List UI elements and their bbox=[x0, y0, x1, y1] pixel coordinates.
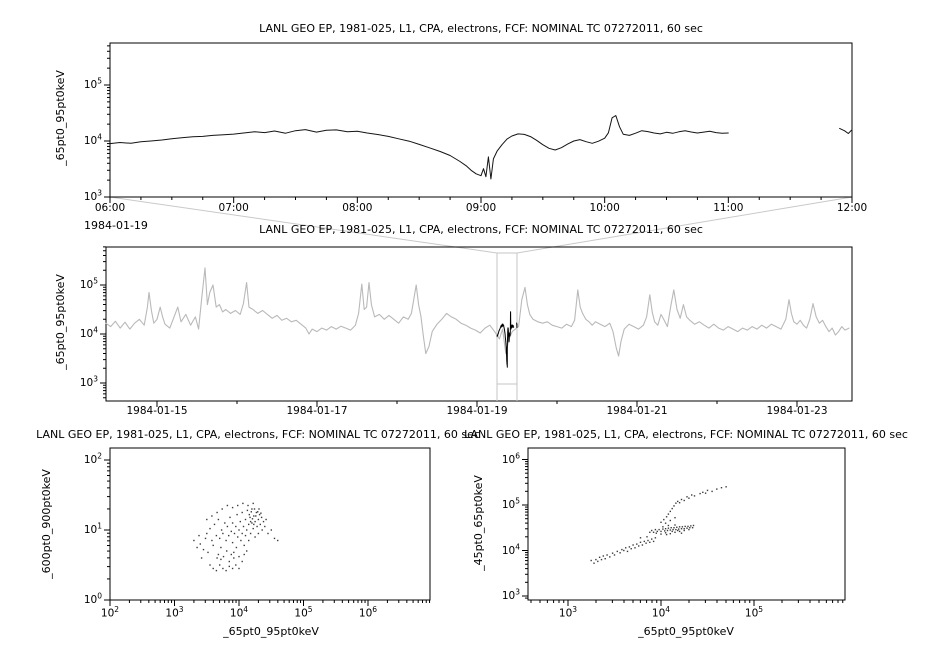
y-axis-tick-label: $10^5$ bbox=[501, 496, 520, 512]
top-panel-title: LANL GEO EP, 1981-025, L1, CPA, electrons, FCF: NOMINAL TC 07272011, 60 sec bbox=[259, 22, 703, 35]
x-axis-tick-label: $10^5$ bbox=[744, 605, 764, 620]
y-axis-tick-label: $10^3$ bbox=[79, 374, 98, 390]
x-axis-tick-label: $10^5$ bbox=[294, 605, 313, 620]
x-axis-tick-label: $10^3$ bbox=[165, 605, 184, 620]
y-axis-tick-label: $10^4$ bbox=[83, 132, 102, 148]
x-axis-tick-label: $10^2$ bbox=[100, 605, 120, 620]
scatter-left-plot-area[interactable] bbox=[110, 448, 430, 600]
y-axis-tick-label: $10^1$ bbox=[83, 521, 102, 537]
time-tick-label: 06:00 bbox=[94, 202, 126, 214]
time-tick-label: 07:00 bbox=[218, 202, 249, 214]
scatter-left-title: LANL GEO EP, 1981-025, L1, CPA, electrons, FCF: NOMINAL TC 07272011, 60 sec bbox=[36, 428, 480, 441]
x-axis-tick-label: $10^6$ bbox=[358, 605, 378, 620]
date-tick-label: 1984-01-23 bbox=[766, 405, 828, 417]
scatter-right-title: LANL GEO EP, 1981-025, L1, CPA, electrons, FCF: NOMINAL TC 07272011, 60 sec bbox=[464, 428, 908, 441]
scatter-left-ylabel: _600pt0_900pt0keV bbox=[40, 469, 53, 579]
date-tick-label: 1984-01-17 bbox=[286, 405, 348, 417]
y-axis-tick-label: $10^2$ bbox=[83, 451, 102, 467]
x-axis-tick-label: $10^4$ bbox=[229, 605, 249, 620]
time-tick-label: 10:00 bbox=[589, 202, 620, 214]
y-axis-tick-label: $10^5$ bbox=[83, 76, 102, 92]
date-tick-label: 1984-01-19 bbox=[446, 405, 508, 417]
time-tick-label: 08:00 bbox=[342, 202, 373, 214]
time-tick-label: 12:00 bbox=[836, 202, 868, 214]
y-axis-tick-label: $10^0$ bbox=[83, 591, 102, 607]
y-axis-tick-label: $10^4$ bbox=[79, 325, 98, 341]
top-panel-plot-area[interactable] bbox=[110, 43, 852, 197]
scatter-right-xlabel: _65pt0_95pt0keV bbox=[638, 625, 734, 638]
top-panel-ylabel: _65pt0_95pt0keV bbox=[54, 70, 67, 166]
context-date-label: 1984-01-19 bbox=[84, 219, 148, 232]
y-axis-tick-label: $10^6$ bbox=[501, 451, 520, 466]
time-tick-label: 09:00 bbox=[465, 202, 497, 214]
y-axis-tick-label: $10^3$ bbox=[501, 587, 520, 603]
time-tick-label: 11:00 bbox=[713, 202, 744, 214]
date-tick-label: 1984-01-21 bbox=[606, 405, 668, 417]
y-axis-tick-label: $10^5$ bbox=[79, 276, 98, 292]
y-axis-tick-label: $10^3$ bbox=[83, 188, 102, 204]
context-panel-ylabel: _65pt0_95pt0keV bbox=[54, 274, 67, 370]
scatter-left-xlabel: _65pt0_95pt0keV bbox=[223, 625, 319, 638]
scatter-right-plot-area[interactable] bbox=[528, 448, 845, 600]
x-axis-tick-label: $10^3$ bbox=[558, 605, 578, 620]
date-tick-label: 1984-01-15 bbox=[126, 405, 188, 417]
context-panel-title: LANL GEO EP, 1981-025, L1, CPA, electrons, FCF: NOMINAL TC 07272011, 60 sec bbox=[259, 223, 703, 236]
y-axis-tick-label: $10^4$ bbox=[501, 542, 520, 557]
context-panel-plot-area[interactable] bbox=[106, 247, 852, 401]
scatter-right-ylabel: _45pt0_65pt0keV bbox=[472, 475, 485, 571]
x-axis-tick-label: $10^4$ bbox=[651, 605, 671, 620]
